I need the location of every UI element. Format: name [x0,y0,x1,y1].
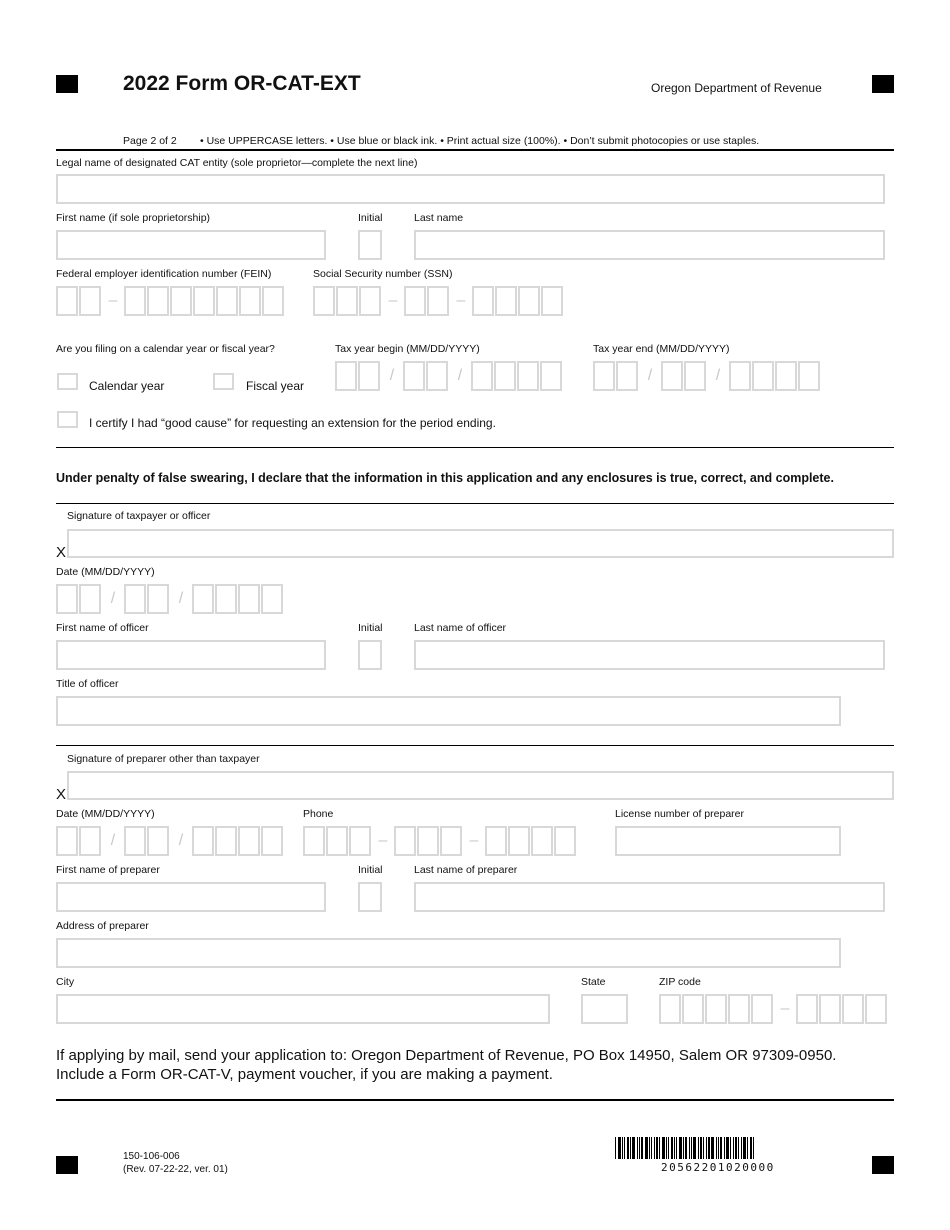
good-cause-checkbox[interactable] [57,411,78,428]
tax-year-end-field[interactable]: / / [593,361,821,391]
barcode-bar [676,1137,677,1159]
preparer-initial-label: Initial [358,864,383,876]
barcode [615,1137,755,1159]
barcode-bar [706,1137,707,1159]
officer-first-name-field[interactable] [56,640,326,670]
barcode-bar [662,1137,665,1159]
preparer-address-label: Address of preparer [56,920,149,932]
barcode-bar [750,1137,752,1159]
fiscal-year-checkbox[interactable] [213,373,234,390]
footer-rule [56,1099,894,1101]
barcode-bar [691,1137,692,1159]
preparer-first-name-label: First name of preparer [56,864,160,876]
barcode-bar [711,1137,714,1159]
barcode-bar [641,1137,643,1159]
officer-initial-field[interactable] [358,640,382,670]
barcode-bar [735,1137,737,1159]
preparer-initial-field[interactable] [358,882,382,912]
barcode-bar [733,1137,734,1159]
officer-signature-x: X [56,544,67,561]
officer-title-label: Title of officer [56,678,119,690]
registration-mark-bottom-left [56,1156,78,1174]
officer-title-field[interactable] [56,696,841,726]
barcode-bar [724,1137,725,1159]
filing-rule [56,447,894,448]
barcode-bar [618,1137,621,1159]
barcode-bar [632,1137,635,1159]
officer-rule [56,745,894,746]
fein-field[interactable]: – [56,286,285,316]
registration-mark-top-left [56,75,78,93]
first-name-field[interactable] [56,230,326,260]
preparer-first-name-field[interactable] [56,882,326,912]
barcode-bar [674,1137,675,1159]
zip-field[interactable]: – [659,994,888,1024]
form-revision: (Rev. 07-22-22, ver. 01) [123,1164,228,1175]
barcode-bar [624,1137,625,1159]
barcode-bar [753,1137,754,1159]
barcode-bar [703,1137,704,1159]
barcode-bar [738,1137,739,1159]
barcode-number: 20562201020000 [661,1161,775,1174]
form-title: 2022 Form OR-CAT-EXT [123,72,361,95]
form-number: 150-106-006 [123,1151,180,1162]
barcode-bar [668,1137,669,1159]
officer-first-name-label: First name of officer [56,622,149,634]
filing-question: Are you filing on a calendar year or fiscal year? [56,343,275,355]
header-rule [56,149,894,151]
officer-initial-label: Initial [358,622,383,634]
preparer-last-name-field[interactable] [414,882,885,912]
tax-year-end-label: Tax year end (MM/DD/YYYY) [593,343,730,355]
barcode-bar [720,1137,722,1159]
mail-line-2: Include a Form OR-CAT-V, payment voucher, if you are making a payment. [56,1066,553,1083]
barcode-bar [743,1137,746,1159]
ssn-field[interactable]: – – [313,286,564,316]
good-cause-label: I certify I had “good cause” for requesting an extension for the period ending. [89,416,496,430]
barcode-bar [693,1137,696,1159]
initial-label: Initial [358,212,383,224]
registration-mark-bottom-right [872,1156,894,1174]
barcode-bar [645,1137,648,1159]
barcode-bar [659,1137,660,1159]
mail-line-1: If applying by mail, send your application to: Oregon Department of Revenue, PO Box 14950, Salem OR 97309-0950. [56,1047,837,1064]
barcode-bar [716,1137,717,1159]
preparer-signature-field[interactable] [67,771,894,800]
officer-last-name-field[interactable] [414,640,885,670]
zip-label: ZIP code [659,976,701,988]
preparer-license-label: License number of preparer [615,808,744,820]
preparer-address-field[interactable] [56,938,841,968]
officer-date-field[interactable]: / / [56,584,284,614]
barcode-bar [615,1137,616,1159]
last-name-label: Last name [414,212,464,224]
last-name-field[interactable] [414,230,885,260]
barcode-bar [637,1137,638,1159]
barcode-bar [708,1137,710,1159]
preparer-signature-label: Signature of preparer other than taxpayer [67,753,260,765]
preparer-signature-x: X [56,786,67,803]
registration-mark-top-right [872,75,894,93]
state-label: State [581,976,606,988]
fein-label: Federal employer identification number (FEIN) [56,268,272,280]
legal-name-field[interactable] [56,174,885,204]
calendar-year-label: Calendar year [89,379,165,393]
initial-field[interactable] [358,230,382,260]
instructions: • Use UPPERCASE letters. • Use blue or black ink. • Print actual size (100%). • Don’t submit photocopies or use staples. [200,135,760,147]
state-field[interactable] [581,994,628,1024]
barcode-bar [700,1137,702,1159]
preparer-date-label: Date (MM/DD/YYYY) [56,808,155,820]
barcode-bar [651,1137,652,1159]
preparer-phone-label: Phone [303,808,334,820]
barcode-bar [741,1137,742,1159]
barcode-bar [679,1137,682,1159]
barcode-bar [683,1137,684,1159]
preparer-license-field[interactable] [615,826,841,856]
barcode-bar [654,1137,655,1159]
barcode-bar [689,1137,690,1159]
barcode-bar [622,1137,623,1159]
city-field[interactable] [56,994,550,1024]
city-label: City [56,976,75,988]
barcode-bar [671,1137,673,1159]
fiscal-year-label: Fiscal year [246,379,305,393]
officer-last-name-label: Last name of officer [414,622,507,634]
calendar-year-checkbox[interactable] [57,373,78,390]
barcode-bar [718,1137,719,1159]
tax-year-begin-label: Tax year begin (MM/DD/YYYY) [335,343,480,355]
barcode-bar [698,1137,699,1159]
preparer-phone-field[interactable]: – – [303,826,577,856]
tax-year-begin-field[interactable]: / / [335,361,563,391]
preparer-last-name-label: Last name of preparer [414,864,518,876]
preparer-date-field[interactable]: / / [56,826,284,856]
barcode-bar [627,1137,629,1159]
declaration-text: Under penalty of false swearing, I declare that the information in this application and any enclosures is true, correct, and complete. [56,471,834,485]
first-name-label: First name (if sole proprietorship) [56,212,211,224]
page-number: Page 2 of 2 [123,135,177,147]
barcode-bar [649,1137,650,1159]
barcode-bar [747,1137,748,1159]
barcode-bar [730,1137,731,1159]
officer-date-label: Date (MM/DD/YYYY) [56,566,155,578]
legal-name-label: Legal name of designated CAT entity (sole proprietor—complete the next line) [56,157,418,169]
barcode-bar [726,1137,729,1159]
barcode-bar [666,1137,667,1159]
barcode-bar [630,1137,631,1159]
ssn-label: Social Security number (SSN) [313,268,453,280]
officer-signature-label: Signature of taxpayer or officer [67,510,211,522]
declaration-rule [56,503,894,504]
agency-name: Oregon Department of Revenue [651,81,822,95]
barcode-bar [656,1137,658,1159]
barcode-bar [639,1137,640,1159]
barcode-bar [685,1137,687,1159]
officer-signature-field[interactable] [67,529,894,558]
